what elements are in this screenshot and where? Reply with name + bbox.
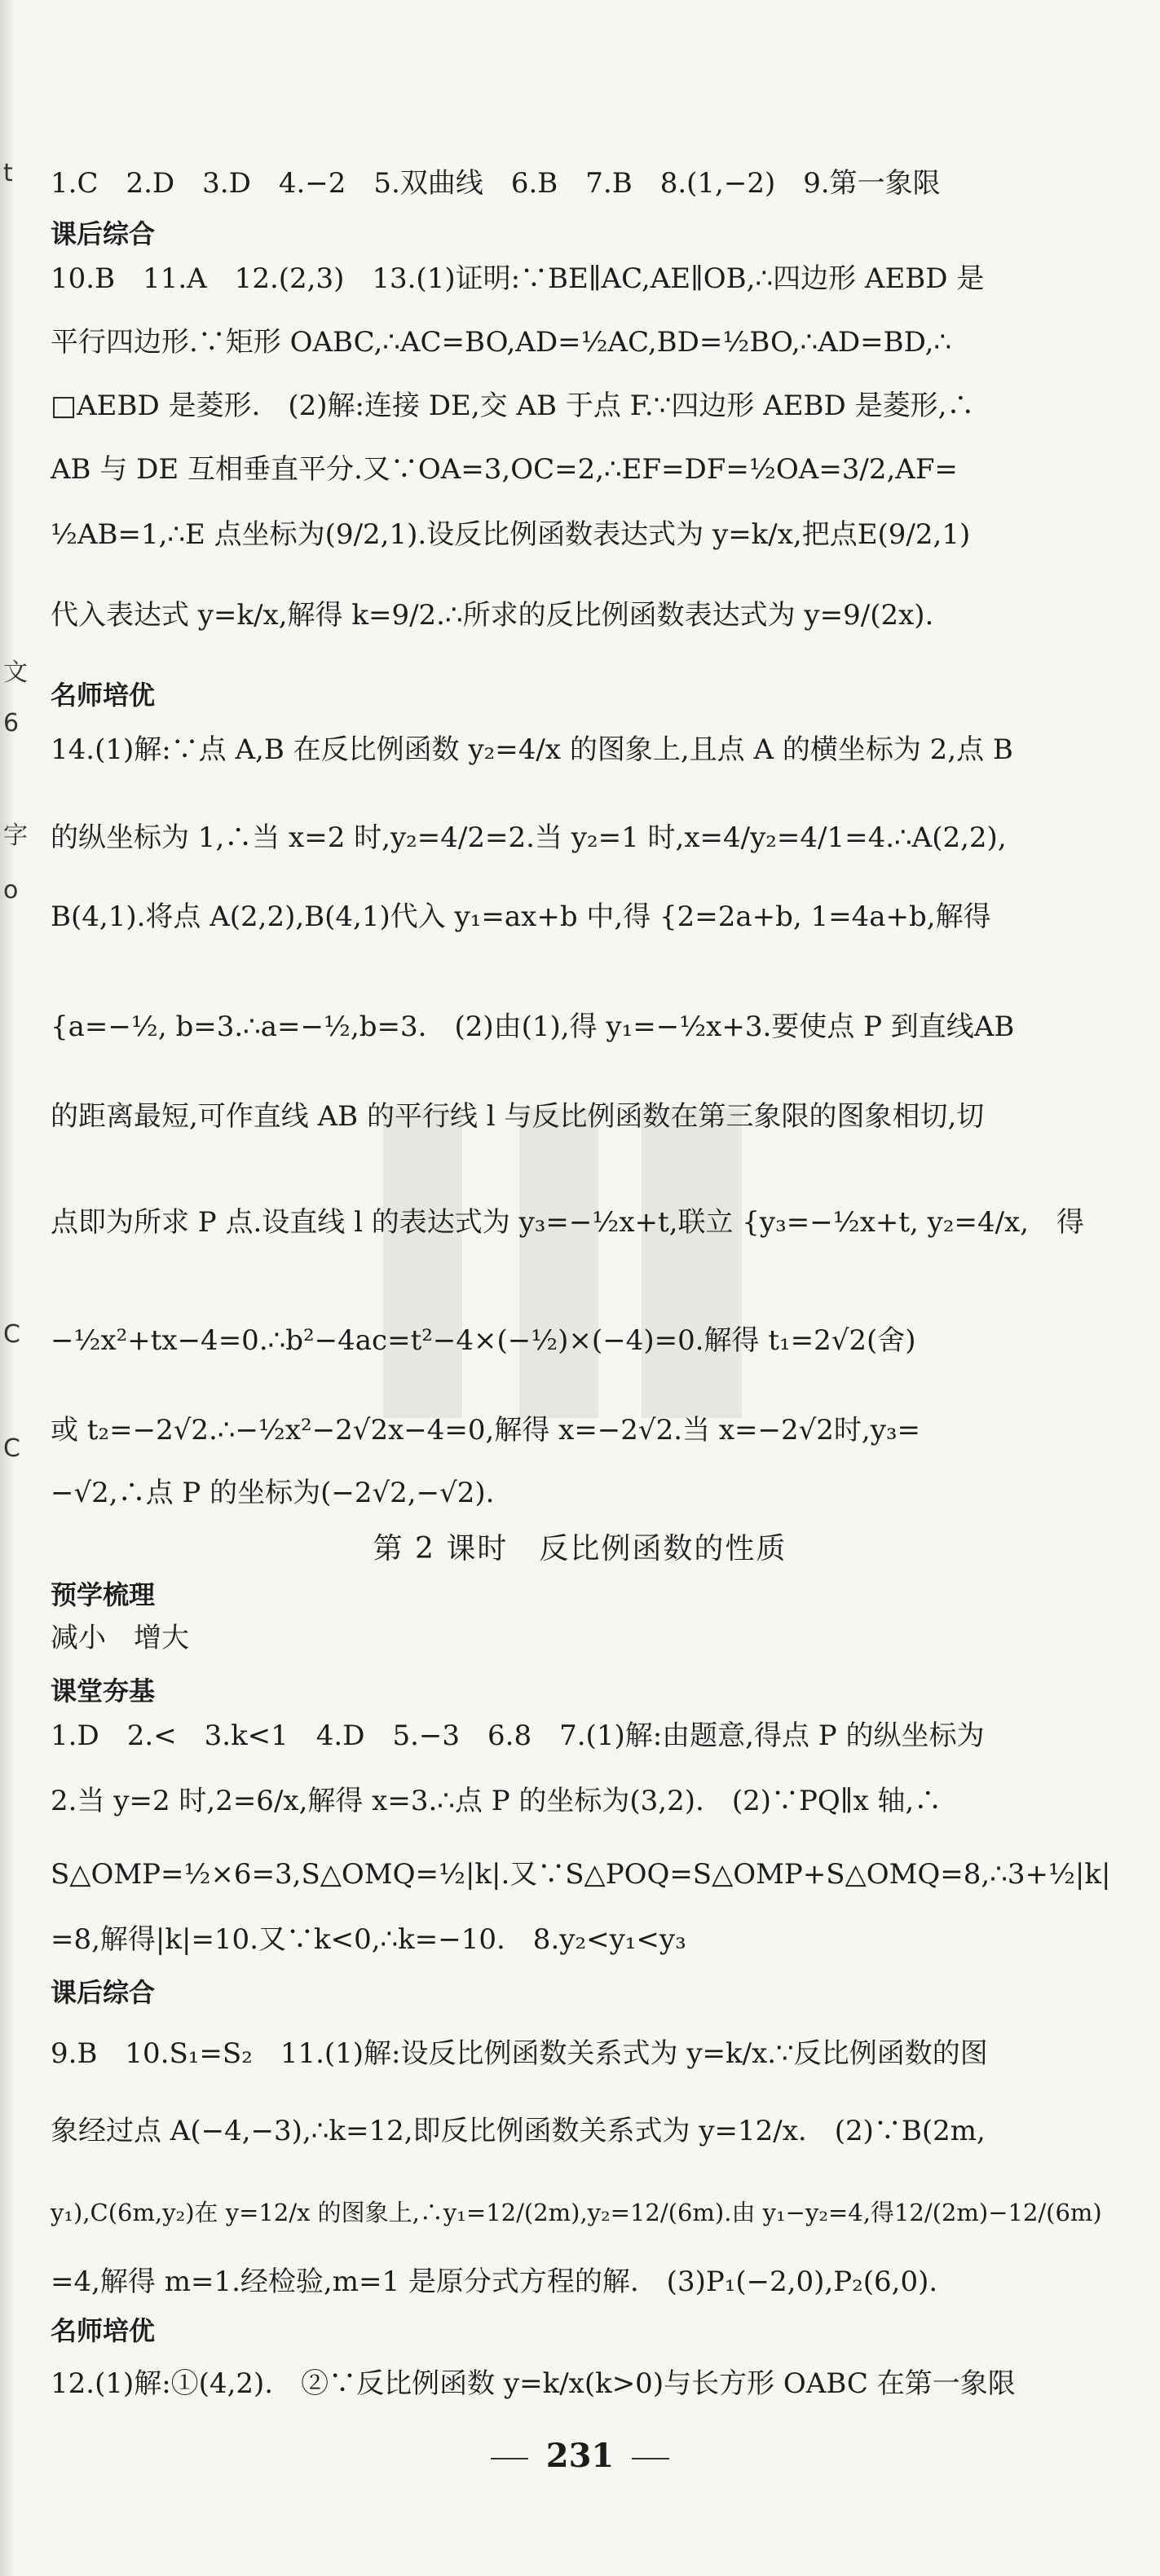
folio-dash-right xyxy=(632,2458,669,2459)
answer-line: 或 t₂=−2√2.∴−½x²−2√2x−4=0,解得 x=−2√2.当 x=−2√2时,y₃= xyxy=(51,1414,921,1447)
margin-mark: 6 xyxy=(3,709,20,738)
answer-line: 9.B 10.S₁=S₂ 11.(1)解:设反比例函数关系式为 y=k/x.∵反比例函数的图 xyxy=(51,2037,988,2070)
answer-line: 的距离最短,可作直线 AB 的平行线 l 与反比例函数在第三象限的图象相切,切 xyxy=(51,1100,985,1133)
answer-line: AB 与 DE 互相垂直平分.又∵OA=3,OC=2,∴EF=DF=½OA=3/2,AF= xyxy=(51,453,958,486)
answer-line: 平行四边形.∵矩形 OABC,∴AC=BO,AD=½AC,BD=½BO,∴AD=BD,∴ xyxy=(51,326,952,359)
answer-line: −½x²+tx−4=0.∴b²−4ac=t²−4×(−½)×(−4)=0.解得 t₁=2√2(舍) xyxy=(51,1324,916,1357)
margin-mark: o xyxy=(3,876,19,905)
answer-line: 14.(1)解:∵点 A,B 在反比例函数 y₂=4/x 的图象上,且点 A 的横坐标为 2,点 B xyxy=(51,733,1013,766)
margin-mark: 文 xyxy=(3,658,28,687)
answer-line: y₁),C(6m,y₂)在 y=12/x 的图象上,∴y₁=12/(2m),y₂=12/(6m).由 y₁−y₂=4,得12/(2m)−12/(6m) xyxy=(51,2199,1102,2226)
section-heading: 课后综合 xyxy=(51,218,156,249)
answer-line: 1.C 2.D 3.D 4.−2 5.双曲线 6.B 7.B 8.(1,−2) 9.第一象限 xyxy=(51,167,941,200)
answer-line: 的纵坐标为 1,∴当 x=2 时,y₂=4/2=2.当 y₂=1 时,x=4/y₂=4/1=4.∴A(2,2), xyxy=(51,821,1007,854)
answer-line: □AEBD 是菱形. (2)解:连接 DE,交 AB 于点 F.∵四边形 AEBD 是菱形,∴ xyxy=(51,390,975,422)
answer-line: =8,解得|k|=10.又∵k<0,∴k=−10. 8.y₂<y₁<y₃ xyxy=(51,1923,686,1956)
section-heading: 名师培优 xyxy=(51,680,156,711)
answer-line: S△OMP=½×6=3,S△OMQ=½|k|.又∵S△POQ=S△OMP+S△OMQ=8,∴3+½|k| xyxy=(51,1858,1111,1891)
answer-line: 象经过点 A(−4,−3),∴k=12,即反比例函数关系式为 y=12/x. (2)∵B(2m, xyxy=(51,2115,986,2147)
margin-mark: C xyxy=(3,1320,20,1349)
answer-line: 12.(1)解:①(4,2). ②∵反比例函数 y=k/x(k>0)与长方形 OABC 在第一象限 xyxy=(51,2367,1016,2400)
answer-line: 10.B 11.A 12.(2,3) 13.(1)证明:∵BE∥AC,AE∥OB,∴四边形 AEBD 是 xyxy=(51,262,985,295)
answer-line: 1.D 2.< 3.k<1 4.D 5.−3 6.8 7.(1)解:由题意,得点 P 的纵坐标为 xyxy=(51,1720,985,1752)
answer-line: =4,解得 m=1.经检验,m=1 是原分式方程的解. (3)P₁(−2,0),P₂(6,0). xyxy=(51,2266,938,2298)
section-heading: 预学梳理 xyxy=(51,1579,156,1610)
answer-line: 点即为所求 P 点.设直线 l 的表达式为 y₃=−½x+t,联立 {y₃=−½x+t, y₂=4/x, 得 xyxy=(51,1206,1085,1239)
section-heading: 课后综合 xyxy=(51,1977,156,2008)
margin-mark: t xyxy=(3,159,13,187)
section-heading: 课堂夯基 xyxy=(51,1676,156,1706)
page-number xyxy=(0,2437,1160,2475)
margin-mark: 字 xyxy=(3,821,28,850)
answer-line: 减小 增大 xyxy=(51,1622,189,1654)
answer-line: 2.当 y=2 时,2=6/x,解得 x=3.∴点 P 的坐标为(3,2). (2)∵PQ∥x 轴,∴ xyxy=(51,1785,942,1817)
answer-line: −√2,∴点 P 的坐标为(−2√2,−√2). xyxy=(51,1477,495,1509)
lesson-title: 第 2 课时 反比例函数的性质 xyxy=(373,1532,787,1565)
answer-line: ½AB=1,∴E 点坐标为(9/2,1).设反比例函数表达式为 y=k/x,把点E(9/2,1) xyxy=(51,518,971,551)
watermark-logo xyxy=(383,1108,742,1418)
margin-mark: C xyxy=(3,1434,20,1463)
answer-line: {a=−½, b=3.∴a=−½,b=3. (2)由(1),得 y₁=−½x+3.要使点 P 到直线AB xyxy=(51,1011,1015,1043)
answer-line: B(4,1).将点 A(2,2),B(4,1)代入 y₁=ax+b 中,得 {2=2a+b, 1=4a+b,解得 xyxy=(51,900,991,933)
page-number-text: 231 xyxy=(545,2437,615,2475)
section-heading: 名师培优 xyxy=(51,2315,156,2346)
answer-line: 代入表达式 y=k/x,解得 k=9/2.∴所求的反比例函数表达式为 y=9/(2x). xyxy=(51,599,934,632)
page-binding-edge xyxy=(0,0,15,2576)
folio-dash-left xyxy=(491,2458,528,2459)
